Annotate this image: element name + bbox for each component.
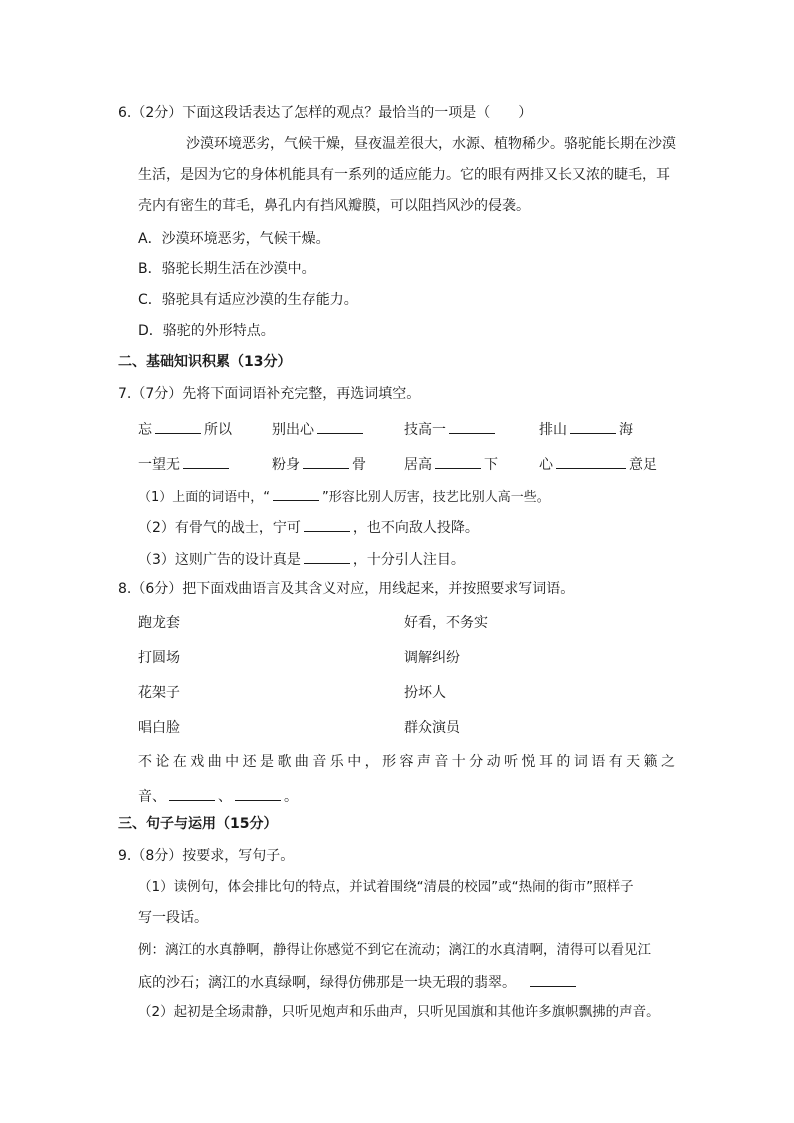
q9-sub1-cont: 写一段话。 bbox=[138, 910, 208, 926]
fill-blank[interactable] bbox=[303, 454, 349, 469]
section-2-title: 二、基础知识积累（13分） bbox=[118, 354, 292, 370]
q7-word-item: 技高一 bbox=[404, 419, 498, 439]
q9-sub1: （1）读例句，体会排比句的特点，并试着围绕“清晨的校园”或“热闹的街市”照样子 bbox=[138, 879, 634, 895]
q9-example-line: 例：漓江的水真静啊，静得让你感觉不到它在流动；漓江的水真清啊，清得可以看见江 bbox=[138, 942, 651, 958]
q8-paragraph-line: 音、 、 。 bbox=[138, 786, 298, 806]
q8-left-item[interactable]: 跑龙套 bbox=[138, 615, 180, 631]
q6-option-d: D．骆驼的外形特点。 bbox=[138, 323, 275, 339]
q7-word-item: 一望无 bbox=[138, 454, 232, 474]
fill-blank[interactable] bbox=[155, 419, 201, 434]
q9-stem: 9.（8分）按要求，写句子。 bbox=[118, 848, 295, 864]
q8-right-item[interactable]: 调解纠纷 bbox=[404, 650, 460, 666]
q7-word-item: 排山 海 bbox=[539, 419, 633, 439]
q6-stem: 6.（2分）下面这段话表达了怎样的观点？最恰当的一项是（ ） bbox=[118, 105, 533, 121]
fill-blank[interactable] bbox=[530, 972, 576, 987]
q7-word-item: 居高 下 bbox=[404, 454, 498, 474]
q7-word-item: 忘 所以 bbox=[138, 419, 232, 439]
fill-blank[interactable] bbox=[183, 454, 229, 469]
fill-blank[interactable] bbox=[235, 786, 281, 801]
q6-option-b: B．骆驼长期生活在沙漠中。 bbox=[138, 261, 316, 277]
fill-blank[interactable] bbox=[169, 786, 215, 801]
q8-right-item[interactable]: 群众演员 bbox=[404, 720, 460, 736]
q6-option-c: C．骆驼具有适应沙漠的生存能力。 bbox=[138, 292, 358, 308]
q8-left-item[interactable]: 花架子 bbox=[138, 685, 180, 701]
fill-blank[interactable] bbox=[435, 454, 481, 469]
q7-sub2: （2）有骨气的战士，宁可 ，也不向敌人投降。 bbox=[138, 517, 479, 537]
q8-paragraph-line: 不论在戏曲中还是歌曲音乐中，形容声音十分动听悦耳的词语有天籁之 bbox=[138, 754, 675, 770]
fill-blank[interactable] bbox=[304, 549, 350, 564]
q9-example-line: 底的沙石；漓江的水真绿啊，绿得仿佛那是一块无瑕的翡翠。 bbox=[138, 972, 579, 992]
q6-passage-line: 生活，是因为它的身体机能具有一系列的适应能力。它的眼有两排又长又浓的睫毛，耳 bbox=[138, 167, 670, 183]
q7-word-item: 粉身 骨 bbox=[272, 454, 366, 474]
q8-left-item[interactable]: 打圆场 bbox=[138, 650, 180, 666]
fill-blank[interactable] bbox=[449, 419, 495, 434]
fill-blank[interactable] bbox=[304, 517, 350, 532]
q8-stem: 8.（6分）把下面戏曲语言及其含义对应，用线起来，并按照要求写词语。 bbox=[118, 581, 575, 597]
q7-word-item: 心 意足 bbox=[539, 454, 657, 474]
q7-sub1: （1）上面的词语中，“ ”形容比别人厉害，技艺比别人高一些。 bbox=[138, 486, 550, 507]
q6-passage-line: 壳内有密生的茸毛，鼻孔内有挡风瓣膜，可以阻挡风沙的侵袭。 bbox=[138, 198, 530, 214]
q8-right-item[interactable]: 扮坏人 bbox=[404, 685, 446, 701]
q8-right-item[interactable]: 好看，不务实 bbox=[404, 615, 488, 631]
fill-blank[interactable] bbox=[570, 419, 616, 434]
fill-blank[interactable] bbox=[556, 454, 626, 469]
q6-option-a: A．沙漠环境恶劣，气候干燥。 bbox=[138, 231, 330, 247]
q7-word-item: 别出心 bbox=[272, 419, 366, 439]
fill-blank[interactable] bbox=[317, 419, 363, 434]
q7-sub3: （3）这则广告的设计真是 ，十分引人注目。 bbox=[138, 549, 465, 569]
q9-sub2: （2）起初是全场肃静，只听见炮声和乐曲声，只听见国旗和其他许多旗帜飘拂的声音。 bbox=[138, 1004, 660, 1020]
q7-stem: 7.（7分）先将下面词语补充完整，再选词填空。 bbox=[118, 386, 421, 402]
section-3-title: 三、句子与运用（15分） bbox=[118, 816, 278, 832]
fill-blank[interactable] bbox=[273, 486, 319, 501]
q8-left-item[interactable]: 唱白脸 bbox=[138, 720, 180, 736]
q6-passage-line: 沙漠环境恶劣，气候干燥，昼夜温差很大，水源、植物稀少。骆驼能长期在沙漠 bbox=[186, 136, 676, 152]
